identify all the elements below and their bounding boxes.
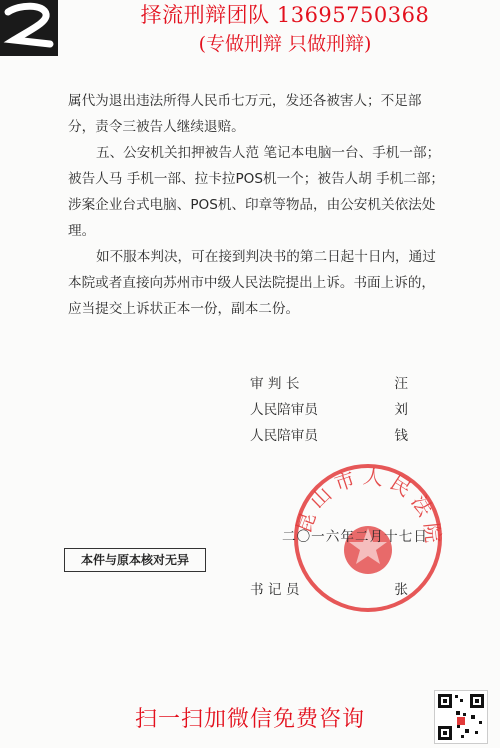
verification-stamp: 本件与原本核对无异 [64, 548, 206, 572]
signature-role: 人民陪审员 [250, 402, 318, 418]
header-line2: (专做刑辩 只做刑辩) [198, 33, 372, 55]
signature-name: 刘 [394, 402, 408, 418]
signature-role: 书 记 员 [250, 582, 300, 598]
paragraph-3: 如不服本判决，可在接到判决书的第二日起十日内，通过本院或者直接向苏州市中级人民法院提出上诉。书面上诉的，应当提交上诉状正本一份，副本二份。 [68, 249, 436, 317]
brand-logo [0, 0, 58, 56]
footer-cta: 扫一扫加微信免费咨询 [134, 707, 365, 732]
seal-text: 昆山市人民法院 [291, 463, 446, 550]
signature-role: 审 判 长 [250, 376, 300, 392]
signature-role: 人民陪审员 [250, 428, 318, 444]
header-line1: 择流刑辩团队 13695750368 [140, 3, 430, 27]
signature-name: 汪 [394, 376, 408, 392]
signature-juror-1 [250, 398, 408, 418]
signature-presiding-judge [250, 372, 408, 392]
paragraph-2: 五、公安机关扣押被告人范 笔记本电脑一台、手机一部；被告人马 手机一部、拉卡拉POS机一个；被告人胡 手机二部；涉案企业台式电脑、POS机、印章等物品，由公安机关依法处理。 [68, 145, 445, 239]
signature-clerk [250, 578, 408, 598]
header-title [70, 2, 500, 57]
paragraph-1: 属代为退出违法所得人民币七万元，发还各被害人；不足部分，责令三被告人继续退赔。 [68, 93, 422, 135]
judgment-date: 二〇一六年二月十七日 [282, 529, 428, 545]
signature-juror-2 [250, 424, 408, 444]
signature-name: 钱 [394, 428, 408, 444]
judgment-body [68, 88, 448, 322]
qr-code-icon[interactable] [434, 690, 488, 744]
signature-name: 张 [394, 582, 408, 598]
